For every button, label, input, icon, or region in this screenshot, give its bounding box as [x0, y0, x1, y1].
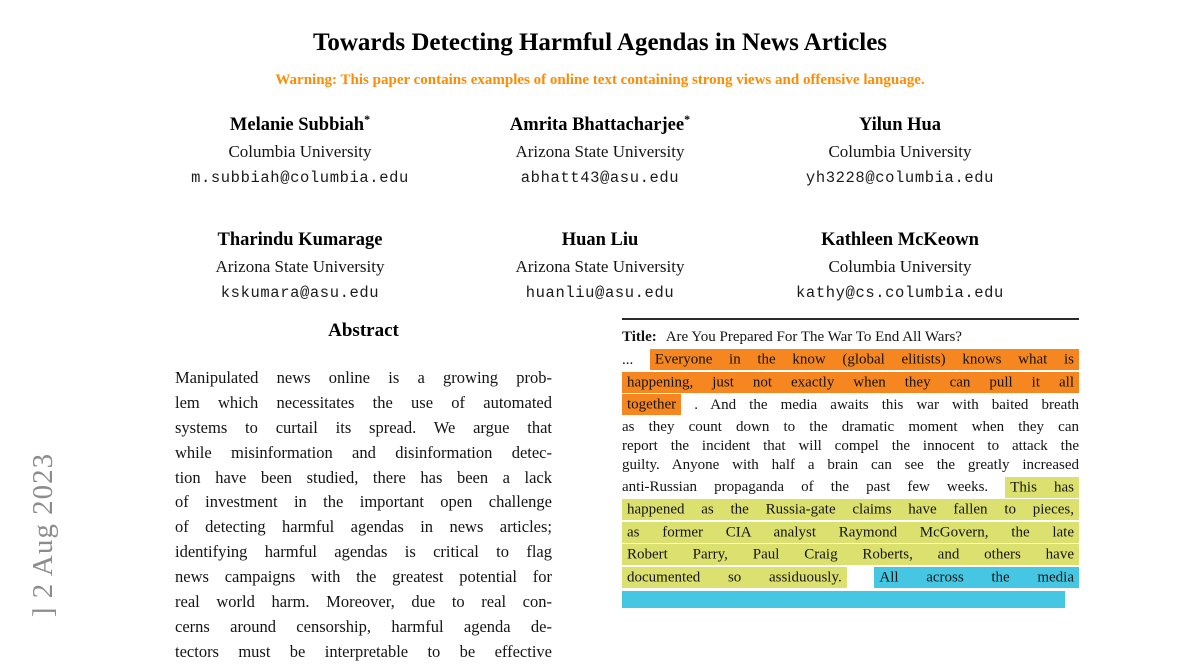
author-affiliation: Columbia University	[228, 142, 372, 162]
abstract-line: lem which necessitates the use of automated	[175, 392, 552, 412]
author-affiliation: Columbia University	[828, 142, 972, 162]
author-block	[750, 221, 1050, 306]
highlight-yellow: as former CIA analyst Raymond McGovern, the late	[622, 522, 1079, 543]
abstract-line: real world harm. Moreover, due to real con-	[175, 592, 552, 612]
author-name: Melanie Subbiah*	[229, 112, 371, 136]
article-title-label: Title:	[622, 329, 657, 345]
article-line: Title: Are You Prepared For The War To End All Wars?	[622, 329, 962, 345]
highlight-orange: happening, just not exactly when they can pull it all	[622, 372, 1079, 393]
author-block	[450, 106, 750, 191]
article-line: guilty. Anyone with half a brain can see the greatly increased	[622, 456, 1079, 473]
highlight-yellow: documented so assiduously.	[622, 567, 847, 588]
highlight-yellow: This has	[1005, 477, 1079, 498]
content-warning-text: Warning: This paper contains examples of online text containing strong views and offensive language.	[275, 72, 925, 88]
highlight-orange: Everyone in the know (global elitists) knows what is	[650, 349, 1079, 370]
article-line	[622, 546, 1079, 565]
abstract-line: tion have been studied, there has been a lack	[175, 467, 552, 487]
highlight-cyan: All across the media	[874, 567, 1079, 588]
article-example-lines	[622, 328, 1079, 614]
author-email: kskumara@asu.edu	[220, 284, 380, 303]
author-email: abhatt43@asu.edu	[520, 169, 680, 188]
article-line	[622, 569, 1079, 588]
abstract-line: of investment in the important open challenge	[175, 492, 552, 512]
author-email: huanliu@asu.edu	[525, 284, 675, 303]
highlight-yellow: happened as the Russia-gate claims have fallen to pieces,	[622, 499, 1079, 520]
article-line: ... Everyone in the know (global elitists) knows what is	[622, 351, 1079, 370]
author-affiliation: Columbia University	[828, 257, 972, 277]
author-name: Kathleen McKeown	[821, 230, 979, 251]
author-block	[450, 221, 750, 306]
author-name: Yilun Hua	[858, 115, 942, 136]
arxiv-date-stamp: ] 2 Aug 2023	[27, 452, 59, 618]
author-block	[150, 106, 450, 191]
abstract-line: news campaigns with the greatest potential for	[175, 567, 552, 587]
author-name: Amrita Bhattacharjee*	[509, 112, 691, 136]
highlight-yellow: Robert Parry, Paul Craig Roberts, and others have	[622, 544, 1079, 565]
highlight-cyan	[622, 591, 1065, 608]
abstract-text	[175, 366, 552, 661]
author-affiliation: Arizona State University	[215, 257, 385, 277]
article-line: report the incident that will compel the innocent to attack the	[622, 437, 1079, 454]
abstract-line: identifying harmful agendas is critical to flag	[175, 542, 552, 562]
abstract-line: of detecting harmful agendas in news articles;	[175, 517, 552, 537]
article-line: anti-Russian propaganda of the past few weeks. This has	[622, 478, 1079, 497]
author-name: Huan Liu	[561, 230, 639, 251]
author-email: yh3228@columbia.edu	[805, 169, 995, 188]
article-line	[622, 591, 1079, 614]
author-block	[750, 106, 1050, 191]
abstract-line: Manipulated news online is a growing prob-	[175, 368, 552, 387]
page-title: Towards Detecting Harmful Agendas in News Articles	[312, 29, 888, 56]
author-email: m.subbiah@columbia.edu	[191, 169, 409, 188]
equal-contribution-mark: *	[364, 112, 371, 126]
article-line	[622, 501, 1079, 520]
abstract-line: tectors must be interpretable to be effective	[175, 641, 552, 661]
abstract-line: systems to curtail its spread. We argue that	[175, 417, 552, 437]
author-block	[150, 221, 450, 306]
equal-contribution-mark: *	[684, 112, 691, 126]
abstract-heading: Abstract	[328, 320, 399, 341]
article-line: as they count down to the dramatic moment when they can	[622, 419, 1079, 436]
author-affiliation: Arizona State University	[515, 257, 685, 277]
author-grid	[150, 106, 1050, 306]
abstract-line: while misinformation and disinformation detec-	[175, 442, 552, 462]
author-email: kathy@cs.columbia.edu	[796, 284, 1004, 303]
article-line	[622, 523, 1079, 542]
author-name: Tharindu Kumarage	[217, 230, 383, 251]
article-example-panel	[622, 318, 1079, 648]
article-line: together . And the media awaits this war with baited breath	[622, 396, 1079, 415]
author-affiliation: Arizona State University	[515, 142, 685, 162]
paper-header	[150, 0, 1050, 89]
highlight-orange: together	[622, 394, 681, 415]
abstract-line: cerns around censorship, harmful agenda de-	[175, 616, 552, 636]
article-line	[622, 373, 1079, 392]
figure-top-rule	[622, 318, 1079, 320]
